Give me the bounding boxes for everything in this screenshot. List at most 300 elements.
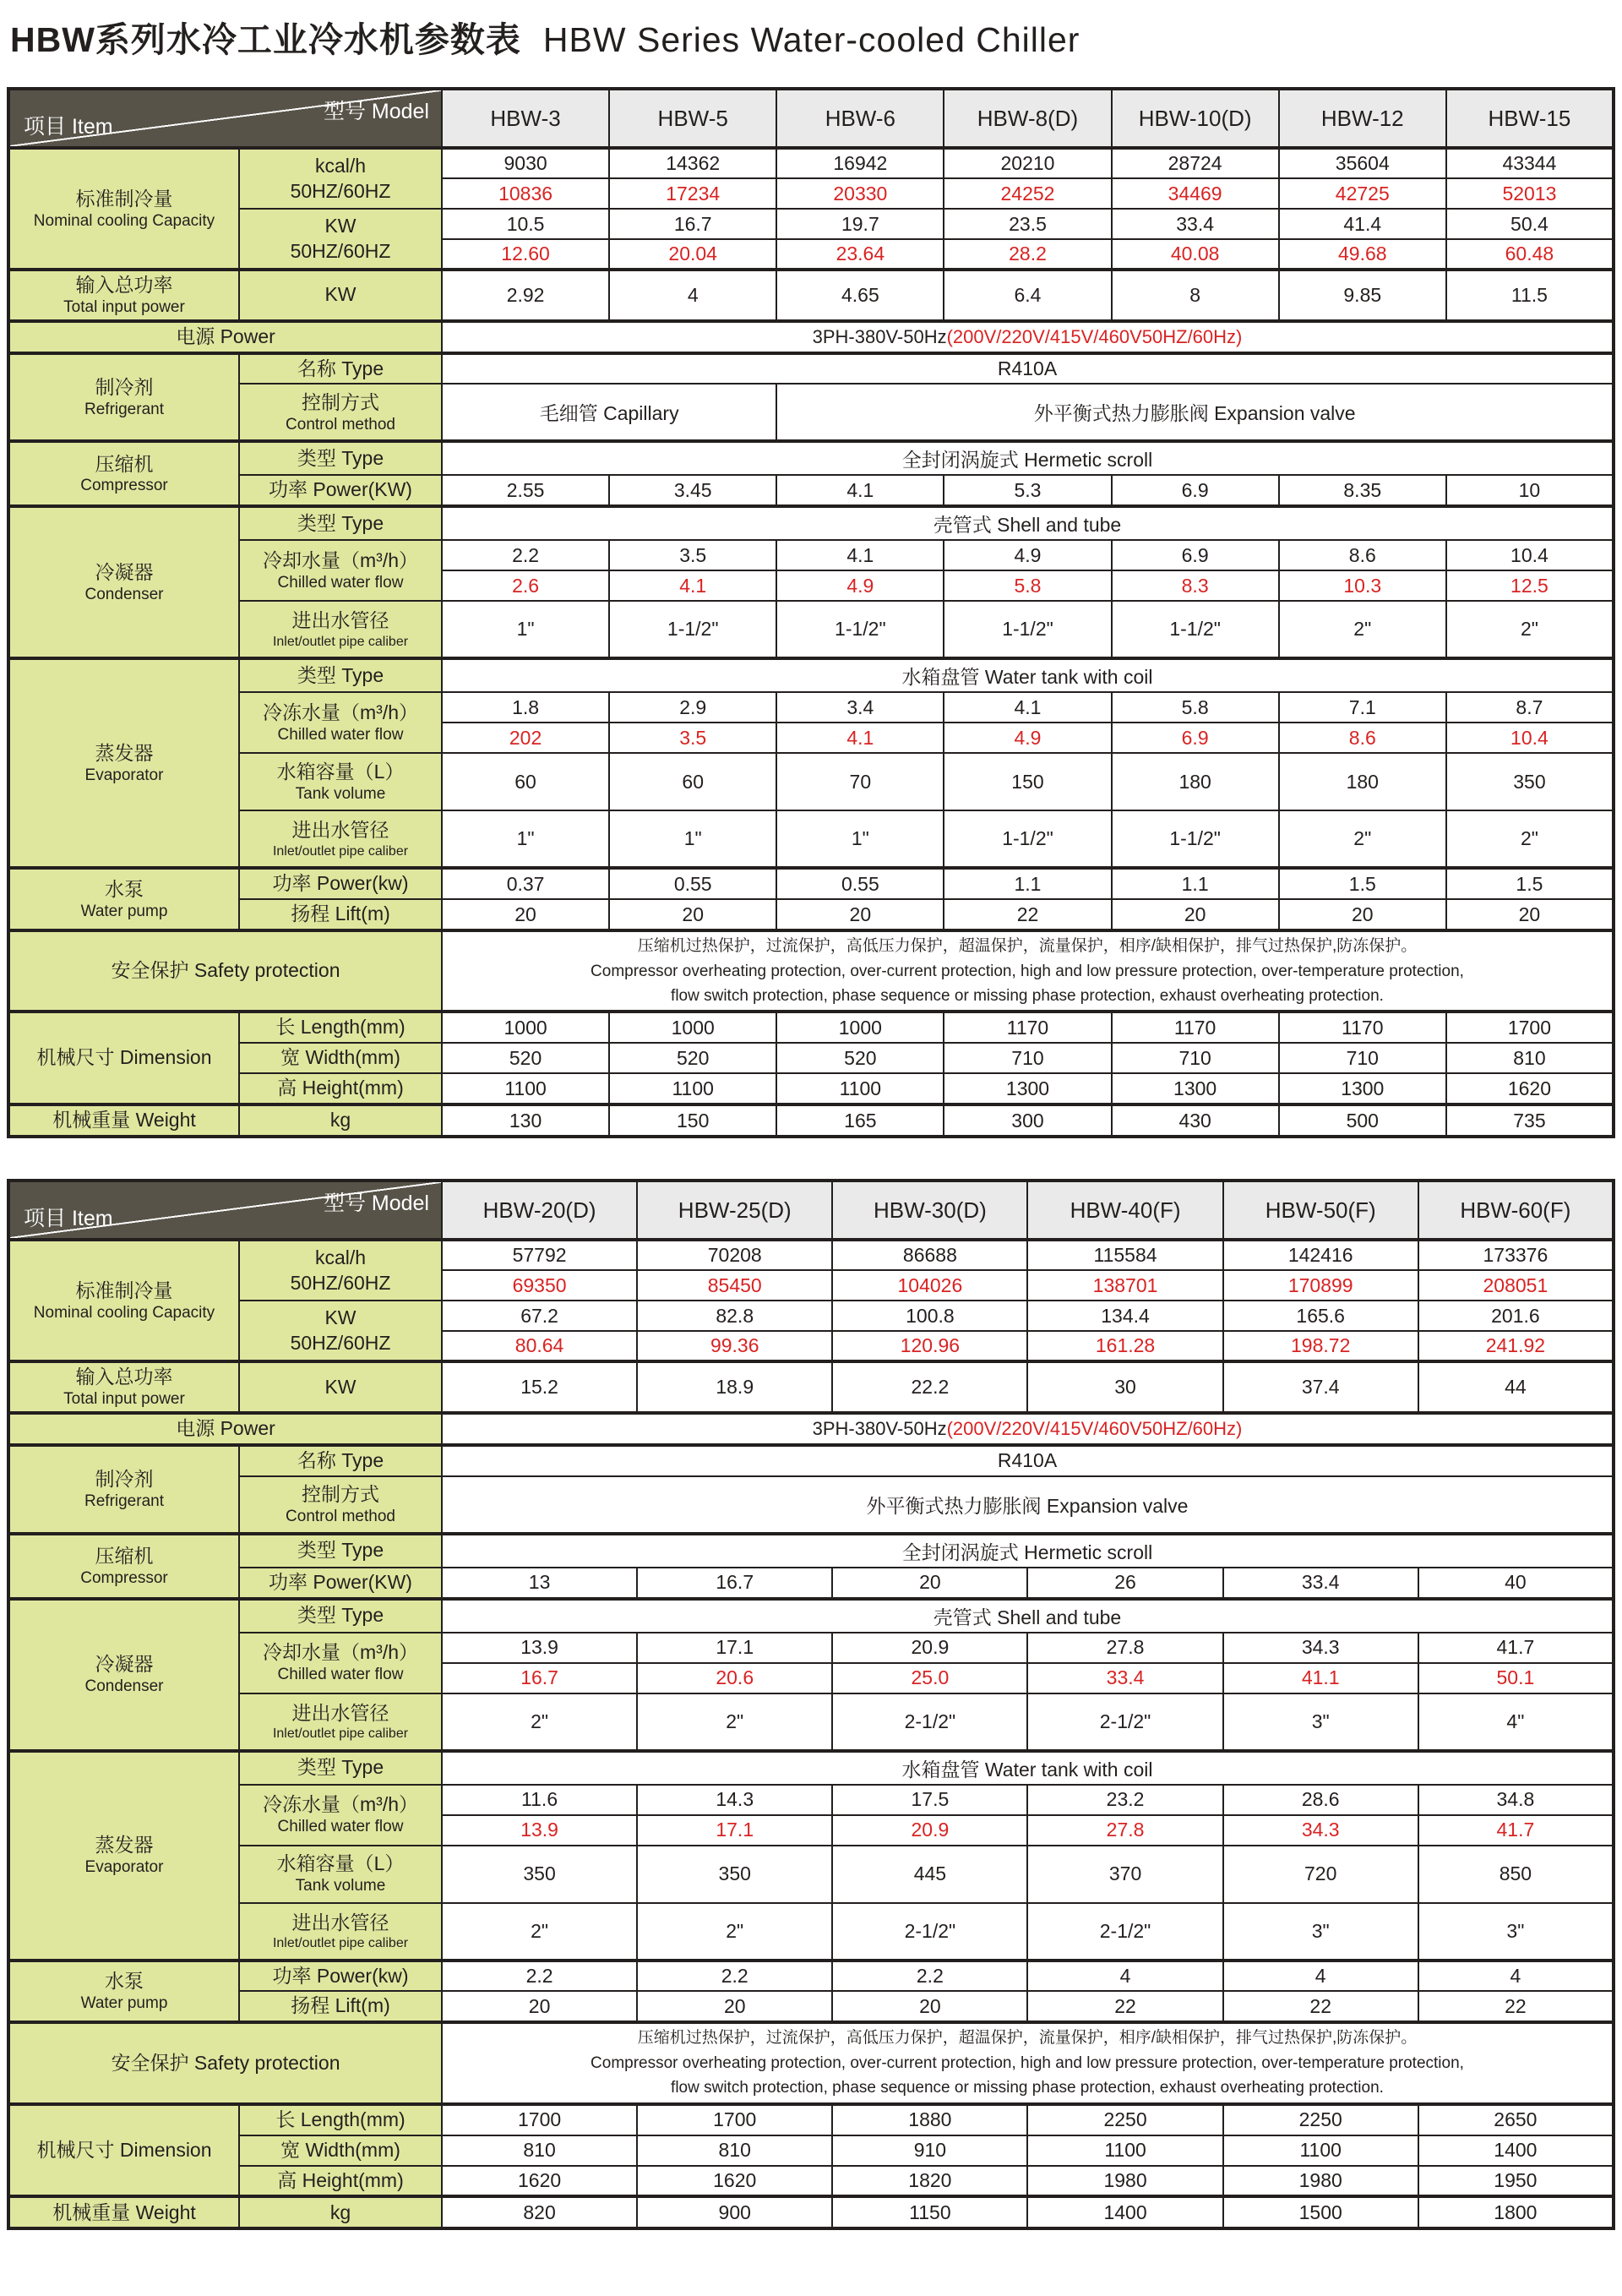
value-cell: 85450 xyxy=(637,1270,832,1301)
row-label-safety xyxy=(8,2022,442,2103)
label-cn: 冷却水量（m³/h） xyxy=(263,549,418,572)
value-cell: 4 xyxy=(609,270,776,321)
label-en: Chilled water flow xyxy=(277,725,404,744)
row-label-type xyxy=(239,658,442,692)
value-cell: 1-1/2" xyxy=(609,601,776,658)
value-cell: 20 xyxy=(442,899,609,930)
value-cell: 10.5 xyxy=(442,209,609,239)
value-cell: 4.65 xyxy=(776,270,944,321)
row-label-pipe-caliber xyxy=(239,810,442,868)
row-condenser-pipe xyxy=(8,1693,1614,1751)
value-cell: 1-1/2" xyxy=(944,601,1111,658)
label-cn: 宽 Width(mm) xyxy=(280,2138,400,2161)
value-cell: 22.2 xyxy=(832,1361,1027,1413)
power-supply-value xyxy=(442,321,1614,353)
value-cell: 34469 xyxy=(1112,178,1279,209)
row-label-condenser-flow xyxy=(239,1633,442,1693)
row-length xyxy=(8,1012,1614,1043)
label-cn: 类型 Type xyxy=(297,1604,384,1627)
value-cell: 170899 xyxy=(1223,1270,1418,1301)
label-cn: 冷冻水量（m³/h） xyxy=(263,1793,418,1816)
value-cell: 180 xyxy=(1112,753,1279,810)
power-supply-standard: 3PH-380V-50Hz xyxy=(812,326,947,348)
label-cn: 蒸发器 xyxy=(95,1834,154,1857)
value-cell: 8.35 xyxy=(1279,475,1446,506)
value-cell: 1880 xyxy=(832,2104,1027,2135)
value-cell: 14.3 xyxy=(637,1785,832,1815)
row-label-pipe-caliber xyxy=(239,601,442,658)
value-cell: 2-1/2" xyxy=(1027,1903,1222,1961)
row-safety-protection xyxy=(8,930,1614,1012)
page-title-cn: HBW系列水冷工业冷水机参数表 xyxy=(10,20,521,59)
value-cell: 20.9 xyxy=(832,1633,1027,1663)
label-cn: 控制方式 xyxy=(302,1482,379,1505)
label-cn: 功率 Power(KW) xyxy=(269,478,412,501)
value-cell: 35604 xyxy=(1279,148,1446,178)
row-control-method xyxy=(8,1476,1614,1534)
model-name: HBW-12 xyxy=(1279,89,1446,148)
value-cell: 3" xyxy=(1418,1903,1614,1961)
value-cell: 41.4 xyxy=(1279,209,1446,239)
value-cell: 26 xyxy=(1027,1568,1222,1599)
label-en: Total input power xyxy=(63,297,185,316)
row-cooling-kw xyxy=(8,1301,1614,1331)
value-cell: 0.55 xyxy=(609,868,776,899)
row-height xyxy=(8,2166,1614,2197)
value-cell: 1950 xyxy=(1418,2166,1614,2197)
value-cell: 370 xyxy=(1027,1846,1222,1903)
row-label-power xyxy=(8,321,442,353)
value-cell: 1000 xyxy=(609,1012,776,1043)
row-evaporator-pipe xyxy=(8,810,1614,868)
value-cell: 520 xyxy=(776,1043,944,1073)
value-cell: 2.9 xyxy=(609,692,776,723)
label-en: Refrigerant xyxy=(84,400,164,418)
unit-kcal: kcal/h xyxy=(314,154,367,177)
value-cell: 44 xyxy=(1418,1361,1614,1413)
label-cn: 进出水管径 xyxy=(291,609,389,632)
unit-kw: KW xyxy=(324,214,357,237)
safety-protection-text xyxy=(442,930,1614,1012)
row-label-control-method xyxy=(239,1476,442,1534)
value-cell: 23.64 xyxy=(776,239,944,270)
label-cn: 水泵 xyxy=(105,877,144,900)
value-cell: 20 xyxy=(776,899,944,930)
safety-text-en: Compressor overheating protection, over-current protection, high and low pressure protection, over-temperature protection, xyxy=(591,2053,1464,2072)
group-label-compressor xyxy=(8,441,239,506)
value-cell: 201.6 xyxy=(1418,1301,1614,1331)
value-cell: 20 xyxy=(1112,899,1279,930)
value-cell: 520 xyxy=(442,1043,609,1073)
row-label-pump-power xyxy=(239,868,442,899)
label-cn: 输入总功率 xyxy=(75,1366,173,1388)
label-en: Evaporator xyxy=(84,766,164,784)
value-cell: 720 xyxy=(1223,1846,1418,1903)
value-cell: 1100 xyxy=(609,1073,776,1104)
value-cell: 23.2 xyxy=(1027,1785,1222,1815)
value-cell: 8 xyxy=(1112,270,1279,321)
row-weight xyxy=(8,2196,1614,2228)
value-cell: 28.6 xyxy=(1223,1785,1418,1815)
value-cell: 3" xyxy=(1223,1693,1418,1751)
value-cell: 810 xyxy=(637,2135,832,2166)
corner-item-label: 项目 Item xyxy=(24,1207,113,1231)
value-cell: 910 xyxy=(832,2135,1027,2166)
group-label-weight xyxy=(8,1104,239,1137)
unit-hz: 50HZ/60HZ xyxy=(290,1331,391,1354)
value-cell: 40.08 xyxy=(1112,239,1279,270)
value-cell: 10.4 xyxy=(1446,723,1614,753)
value-cell: 2.92 xyxy=(442,270,609,321)
value-cell: 6.9 xyxy=(1112,475,1279,506)
value-cell: 70208 xyxy=(637,1240,832,1270)
row-compressor-power xyxy=(8,475,1614,506)
value-cell: 5.8 xyxy=(944,570,1111,601)
value-cell: 8.7 xyxy=(1446,692,1614,723)
label-en: Inlet/outlet pipe caliber xyxy=(272,1936,409,1951)
model-name: HBW-10(D) xyxy=(1112,89,1279,148)
label-en: Control method xyxy=(286,1507,395,1525)
model-name: HBW-3 xyxy=(442,89,609,148)
label-cn: 名称 Type xyxy=(297,1448,384,1471)
power-supply-standard: 3PH-380V-50Hz xyxy=(812,1418,947,1440)
value-cell: 161.28 xyxy=(1027,1331,1222,1361)
value-cell: 20 xyxy=(637,1991,832,2022)
label-cn: 机械重量 Weight xyxy=(52,2201,196,2223)
value-cell: 16942 xyxy=(776,148,944,178)
value-cell: 1000 xyxy=(442,1012,609,1043)
value-cell: 2" xyxy=(1279,810,1446,868)
value-cell: 1.1 xyxy=(1112,868,1279,899)
value-cell: 2.6 xyxy=(442,570,609,601)
label-en: Tank volume xyxy=(295,784,386,803)
row-label-kw-unit xyxy=(239,270,442,321)
model-name: HBW-20(D) xyxy=(442,1181,637,1240)
value-cell: 1300 xyxy=(1279,1073,1446,1104)
row-condenser-type xyxy=(8,506,1614,540)
value-cell: 60.48 xyxy=(1446,239,1614,270)
row-label-height xyxy=(239,1073,442,1104)
value-cell: 17234 xyxy=(609,178,776,209)
safety-protection-text xyxy=(442,2022,1614,2103)
compressor-type-value: 全封闭涡旋式 Hermetic scroll xyxy=(442,1534,1614,1568)
row-condenser-type xyxy=(8,1599,1614,1633)
value-cell: 4.1 xyxy=(776,723,944,753)
row-label-compressor-power xyxy=(239,1568,442,1599)
value-cell: 1300 xyxy=(944,1073,1111,1104)
value-cell: 3.5 xyxy=(609,723,776,753)
group-label-dimension xyxy=(8,1012,239,1104)
value-cell: 1700 xyxy=(1446,1012,1614,1043)
value-cell: 2-1/2" xyxy=(1027,1693,1222,1751)
unit-hz: 50HZ/60HZ xyxy=(290,179,391,202)
label-cn: 名称 Type xyxy=(297,357,384,379)
label-cn: 扬程 Lift(m) xyxy=(291,903,390,925)
value-cell: 4 xyxy=(1418,1961,1614,1992)
label-en: Nominal cooling Capacity xyxy=(33,1303,215,1322)
value-cell: 1000 xyxy=(776,1012,944,1043)
value-cell: 5.3 xyxy=(944,475,1111,506)
value-cell: 24252 xyxy=(944,178,1111,209)
label-en: Water pump xyxy=(80,1994,168,2013)
value-cell: 100.8 xyxy=(832,1301,1027,1331)
value-cell: 1" xyxy=(442,810,609,868)
label-en: Chilled water flow xyxy=(277,1818,404,1836)
group-label-dimension xyxy=(8,2104,239,2197)
group-label-water-pump xyxy=(8,868,239,930)
row-condenser-flow xyxy=(8,540,1614,570)
unit-hz: 50HZ/60HZ xyxy=(290,1271,391,1294)
value-cell: 28724 xyxy=(1112,148,1279,178)
value-cell: 20210 xyxy=(944,148,1111,178)
value-cell: 41.7 xyxy=(1418,1633,1614,1663)
value-cell: 18.9 xyxy=(637,1361,832,1413)
label-cn: 功率 Power(KW) xyxy=(269,1570,412,1593)
value-cell: 0.55 xyxy=(776,868,944,899)
row-label-compressor-power xyxy=(239,475,442,506)
row-pump-lift xyxy=(8,899,1614,930)
value-cell: 3.4 xyxy=(776,692,944,723)
model-name: HBW-15 xyxy=(1446,89,1614,148)
value-cell: 2" xyxy=(442,1693,637,1751)
label-cn: 水箱容量（L） xyxy=(276,761,405,783)
value-cell: 20.04 xyxy=(609,239,776,270)
row-control-method xyxy=(8,384,1614,441)
group-label-condenser xyxy=(8,1599,239,1751)
row-power-supply xyxy=(8,321,1614,353)
power-supply-value xyxy=(442,1413,1614,1445)
value-cell: 9030 xyxy=(442,148,609,178)
value-cell: 710 xyxy=(1279,1043,1446,1073)
label-cn: 标准制冷量 xyxy=(75,1279,173,1301)
row-label-length xyxy=(239,2104,442,2135)
evaporator-type-value: 水箱盘管 Water tank with coil xyxy=(442,658,1614,692)
value-cell: 1-1/2" xyxy=(776,601,944,658)
row-label-pipe-caliber xyxy=(239,1903,442,1961)
label-cn: 压缩机 xyxy=(95,452,154,475)
group-label-cooling xyxy=(8,1240,239,1361)
label-cn: 长 Length(mm) xyxy=(275,1016,406,1039)
value-cell: 1980 xyxy=(1027,2166,1222,2197)
value-cell: 1.5 xyxy=(1446,868,1614,899)
row-power-supply xyxy=(8,1413,1614,1445)
corner-model-label: 型号 Model xyxy=(323,1192,429,1216)
value-cell: 41.1 xyxy=(1223,1663,1418,1693)
value-cell: 8.6 xyxy=(1279,723,1446,753)
label-cn: 冷却水量（m³/h） xyxy=(263,1641,418,1664)
value-cell: 6.9 xyxy=(1112,540,1279,570)
refrigerant-type-value: R410A xyxy=(442,353,1614,384)
control-expansion-value: 外平衡式热力膨胀阀 Expansion valve xyxy=(776,384,1614,441)
label-en: Condenser xyxy=(84,585,164,603)
value-cell: 1170 xyxy=(1112,1012,1279,1043)
row-label-kw xyxy=(239,1301,442,1361)
row-compressor-power xyxy=(8,1568,1614,1599)
row-label-evaporator-flow xyxy=(239,692,442,753)
unit-kw: KW xyxy=(324,1306,357,1328)
value-cell: 60 xyxy=(609,753,776,810)
value-cell: 300 xyxy=(944,1104,1111,1137)
label-cn: 高 Height(mm) xyxy=(277,1077,404,1099)
power-supply-options: (200V/220V/415V/460V50HZ/60Hz) xyxy=(946,326,1243,348)
value-cell: 1.8 xyxy=(442,692,609,723)
model-header-row xyxy=(8,89,1614,148)
value-cell: 10 xyxy=(1446,475,1614,506)
corner-item-label: 项目 Item xyxy=(24,115,113,139)
row-label-kcal xyxy=(239,148,442,209)
refrigerant-type-value: R410A xyxy=(442,1445,1614,1476)
value-cell: 34.3 xyxy=(1223,1815,1418,1846)
value-cell: 9.85 xyxy=(1279,270,1446,321)
label-en: Compressor xyxy=(80,477,168,495)
corner-header-cell xyxy=(8,1181,442,1240)
value-cell: 430 xyxy=(1112,1104,1279,1137)
group-label-evaporator xyxy=(8,658,239,868)
value-cell: 165 xyxy=(776,1104,944,1137)
value-cell: 735 xyxy=(1446,1104,1614,1137)
spec-table-small-models xyxy=(7,87,1615,1138)
value-cell: 86688 xyxy=(832,1240,1027,1270)
row-refrigerant-type xyxy=(8,1445,1614,1476)
value-cell: 25.0 xyxy=(832,1663,1027,1693)
value-cell: 10836 xyxy=(442,178,609,209)
row-pump-power xyxy=(8,868,1614,899)
value-cell: 1400 xyxy=(1418,2135,1614,2166)
value-cell: 2" xyxy=(1279,601,1446,658)
row-cooling-kcal xyxy=(8,1240,1614,1270)
value-cell: 49.68 xyxy=(1279,239,1446,270)
row-label-control-method xyxy=(239,384,442,441)
value-cell: 130 xyxy=(442,1104,609,1137)
value-cell: 208051 xyxy=(1418,1270,1614,1301)
value-cell: 1.1 xyxy=(944,868,1111,899)
label-en: Inlet/outlet pipe caliber xyxy=(272,1726,409,1742)
value-cell: 350 xyxy=(442,1846,637,1903)
label-en: Chilled water flow xyxy=(277,1666,404,1684)
row-label-pump-power xyxy=(239,1961,442,1992)
row-cooling-kw xyxy=(8,209,1614,239)
value-cell: 27.8 xyxy=(1027,1633,1222,1663)
row-length xyxy=(8,2104,1614,2135)
value-cell: 52013 xyxy=(1446,178,1614,209)
value-cell: 10.4 xyxy=(1446,540,1614,570)
value-cell: 20330 xyxy=(776,178,944,209)
label-cn: 水泵 xyxy=(105,1970,144,1993)
value-cell: 2-1/2" xyxy=(832,1693,1027,1751)
value-cell: 1620 xyxy=(637,2166,832,2197)
value-cell: 22 xyxy=(1223,1991,1418,2022)
value-cell: 16.7 xyxy=(609,209,776,239)
value-cell: 20 xyxy=(609,899,776,930)
value-cell: 17.5 xyxy=(832,1785,1027,1815)
label-en: Inlet/outlet pipe caliber xyxy=(272,635,409,650)
value-cell: 2250 xyxy=(1027,2104,1222,2135)
row-evaporator-flow xyxy=(8,1785,1614,1815)
label-cn: 水箱容量（L） xyxy=(276,1852,405,1875)
value-cell: 22 xyxy=(944,899,1111,930)
group-label-input-power xyxy=(8,270,239,321)
control-capillary-value: 毛细管 Capillary xyxy=(442,384,776,441)
label-cn: 安全保护 Safety protection xyxy=(111,2051,340,2074)
label-cn: 类型 Type xyxy=(297,511,384,534)
label-cn: 类型 Type xyxy=(297,1539,384,1562)
value-cell: 11.6 xyxy=(442,1785,637,1815)
label-cn: 长 Length(mm) xyxy=(275,2108,406,2130)
group-label-weight xyxy=(8,2196,239,2228)
row-label-power xyxy=(8,1413,442,1445)
value-cell: 4 xyxy=(1027,1961,1222,1992)
value-cell: 33.4 xyxy=(1112,209,1279,239)
value-cell: 2" xyxy=(637,1903,832,1961)
value-cell: 50.4 xyxy=(1446,209,1614,239)
label-cn: 电源 Power xyxy=(176,324,275,347)
value-cell: 19.7 xyxy=(776,209,944,239)
evaporator-type-value: 水箱盘管 Water tank with coil xyxy=(442,1751,1614,1785)
value-cell: 165.6 xyxy=(1223,1301,1418,1331)
row-label-tank-volume xyxy=(239,1846,442,1903)
value-cell: 4.1 xyxy=(609,570,776,601)
row-pump-power xyxy=(8,1961,1614,1992)
label-cn: 冷凝器 xyxy=(95,1653,154,1676)
row-evaporator-pipe xyxy=(8,1903,1614,1961)
value-cell: 2.2 xyxy=(442,540,609,570)
row-label-type xyxy=(239,1534,442,1568)
value-cell: 33.4 xyxy=(1223,1568,1418,1599)
row-label-kw-unit xyxy=(239,1361,442,1413)
value-cell: 20.6 xyxy=(637,1663,832,1693)
value-cell: 138701 xyxy=(1027,1270,1222,1301)
row-label-kg xyxy=(239,1104,442,1137)
label-cn: 控制方式 xyxy=(302,390,379,413)
label-cn: 冷冻水量（m³/h） xyxy=(263,701,418,724)
value-cell: 810 xyxy=(442,2135,637,2166)
safety-text-cn: 压缩机过热保护，过流保护，高低压力保护，超温保护，流量保护，相序/缺相保护，排气过热保护,防冻保护。 xyxy=(637,2029,1418,2048)
row-cooling-kcal xyxy=(8,148,1614,178)
label-cn: 类型 Type xyxy=(297,663,384,686)
value-cell: 20 xyxy=(1279,899,1446,930)
value-cell: 4.1 xyxy=(944,692,1111,723)
label-cn: 进出水管径 xyxy=(291,819,389,842)
label-en: Refrigerant xyxy=(84,1492,164,1510)
value-cell: 8.6 xyxy=(1279,540,1446,570)
value-cell: 1170 xyxy=(1279,1012,1446,1043)
value-cell: 57792 xyxy=(442,1240,637,1270)
label-cn: 机械重量 Weight xyxy=(52,1109,196,1132)
value-cell: 1620 xyxy=(442,2166,637,2197)
value-cell: 1800 xyxy=(1418,2196,1614,2228)
row-label-kg xyxy=(239,2196,442,2228)
value-cell: 1100 xyxy=(776,1073,944,1104)
value-cell: 20 xyxy=(1446,899,1614,930)
value-cell: 82.8 xyxy=(637,1301,832,1331)
value-cell: 4.9 xyxy=(944,723,1111,753)
value-cell: 23.5 xyxy=(944,209,1111,239)
value-cell: 120.96 xyxy=(832,1331,1027,1361)
safety-text-en: flow switch protection, phase sequence or missing phase protection, exhaust overheating protection. xyxy=(671,2079,1384,2097)
group-label-water-pump xyxy=(8,1961,239,2023)
label-cn: 安全保护 Safety protection xyxy=(111,959,340,982)
value-cell: 180 xyxy=(1279,753,1446,810)
value-cell: 16.7 xyxy=(442,1663,637,1693)
value-cell: 20.9 xyxy=(832,1815,1027,1846)
label-cn: 进出水管径 xyxy=(291,1701,389,1724)
value-cell: 69350 xyxy=(442,1270,637,1301)
value-cell: 27.8 xyxy=(1027,1815,1222,1846)
value-cell: 500 xyxy=(1279,1104,1446,1137)
label-cn: 高 Height(mm) xyxy=(277,2168,404,2191)
value-cell: 1500 xyxy=(1223,2196,1418,2228)
group-label-refrigerant xyxy=(8,353,239,442)
